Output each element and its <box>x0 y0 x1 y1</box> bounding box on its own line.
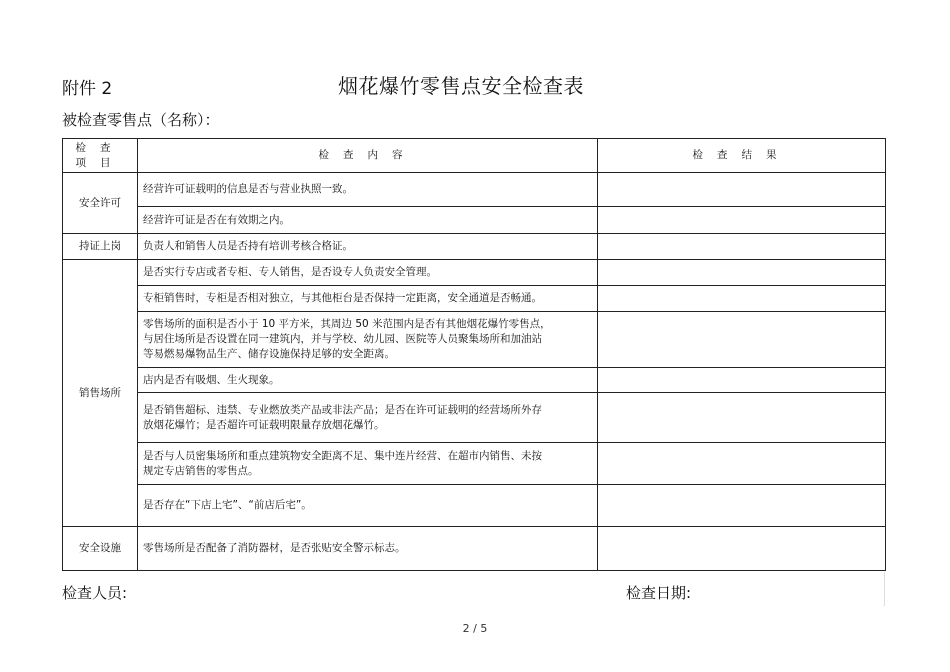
table-row <box>63 286 886 312</box>
content-cell: 是否销售超标、违禁、专业燃放类产品或非法产品；是否在许可证载明的经营场所外存 放烟花爆竹；是否超许可证载明限量存放烟花爆竹。 <box>138 393 598 443</box>
inspector-label: 检查人员: <box>62 584 128 602</box>
page-number: 2 / 5 <box>462 622 488 635</box>
category-cell: 持证上岗 <box>63 234 138 260</box>
content-cell: 负责人和销售人员是否持有培训考核合格证。 <box>138 234 598 260</box>
content-cell: 是否实行专店或者专柜、专人销售，是否设专人负责安全管理。 <box>138 260 598 286</box>
content-cell: 店内是否有吸烟、生火现象。 <box>138 368 598 393</box>
result-cell[interactable] <box>598 527 886 571</box>
result-cell[interactable] <box>598 312 886 368</box>
content-cell: 专柜销售时，专柜是否相对独立，与其他柜台是否保持一定距离，安全通道是否畅通。 <box>138 286 598 312</box>
table-row <box>63 393 886 443</box>
result-cell[interactable] <box>598 234 886 260</box>
inspection-table <box>62 138 886 571</box>
category-cell: 销售场所 <box>63 260 138 527</box>
table-row <box>63 234 886 260</box>
category-cell: 安全许可 <box>63 173 138 234</box>
page-edge-line <box>884 572 885 606</box>
result-cell[interactable] <box>598 368 886 393</box>
result-cell[interactable] <box>598 260 886 286</box>
content-cell: 经营许可证载明的信息是否与营业执照一致。 <box>138 173 598 207</box>
table-row <box>63 485 886 527</box>
header-item: 检查项目 <box>63 139 138 173</box>
header-result: 检查结果 <box>598 139 886 173</box>
result-cell[interactable] <box>598 485 886 527</box>
category-cell: 安全设施 <box>63 527 138 571</box>
result-cell[interactable] <box>598 393 886 443</box>
content-cell: 零售场所的面积是否小于 10 平方米，其周边 50 米范围内是否有其他烟花爆竹零售点， 与居住场所是否设置在同一建筑内，并与学校、幼儿园、医院等人员聚集场所和加油站 等易燃易爆物品生产、储存设施保持足够的安全距离。 <box>138 312 598 368</box>
result-cell[interactable] <box>598 443 886 485</box>
table-row <box>63 173 886 207</box>
content-cell: 是否与人员密集场所和重点建筑物安全距离不足、集中连片经营、在超市内销售、未按 规定专店销售的零售点。 <box>138 443 598 485</box>
content-cell: 是否存在“下店上宅”、“前店后宅”。 <box>138 485 598 527</box>
table-row <box>63 207 886 234</box>
table-row <box>63 312 886 368</box>
table-row <box>63 443 886 485</box>
result-cell[interactable] <box>598 173 886 207</box>
table-row <box>63 368 886 393</box>
header-content: 检查内容 <box>138 139 598 173</box>
page-title: 烟花爆竹零售点安全检查表 <box>338 74 584 98</box>
inspection-date-label: 检查日期: <box>626 584 692 602</box>
inspected-outlet-label: 被检查零售点（名称）： <box>62 111 220 129</box>
table-row <box>63 260 886 286</box>
attachment-label: 附件 2 <box>62 79 113 99</box>
table-header-row <box>63 139 886 173</box>
content-cell: 零售场所是否配备了消防器材，是否张贴安全警示标志。 <box>138 527 598 571</box>
result-cell[interactable] <box>598 207 886 234</box>
result-cell[interactable] <box>598 286 886 312</box>
table-row <box>63 527 886 571</box>
content-cell: 经营许可证是否在有效期之内。 <box>138 207 598 234</box>
